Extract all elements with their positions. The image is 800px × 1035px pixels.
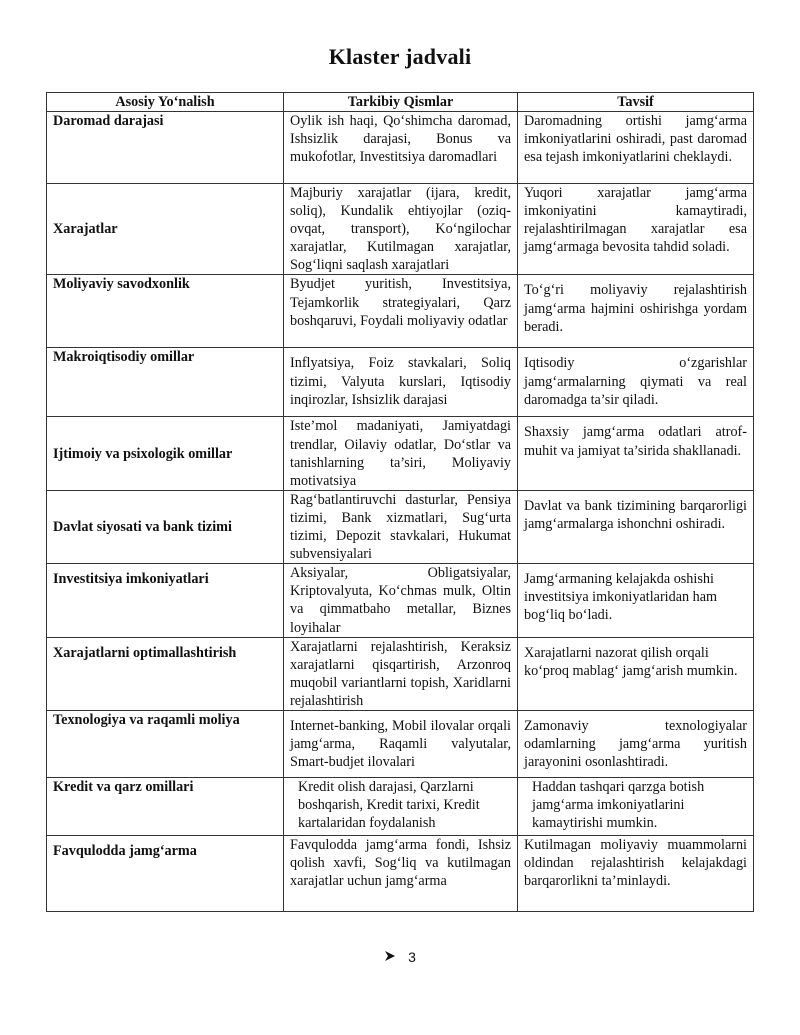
row-description-text: Yuqori xarajatlar jamg‘arma imkoniyatini kamaytiradi, rejalashtirilmagan xarajatlar esa jamg‘armaga bevosita tahdid soladi. [524, 185, 747, 256]
row-description [518, 348, 754, 417]
row-name: Xarajatlar [47, 184, 284, 275]
page-footer [0, 949, 800, 965]
header-description: Tavsif [518, 93, 754, 112]
row-description-text: Daromadning ortishi jamg‘arma imkoniyatlarini oshiradi, past daromad esa tejash imkoniyatlarini cheklaydi. [524, 113, 747, 166]
row-description-text: Iqtisodiy o‘zgarishlar jamg‘armalarning qiymati va real daromadga ta’sir qiladi. [524, 355, 747, 408]
row-description [518, 710, 754, 777]
row-description-text: Jamg‘armaning kelajakda oshishi investitsiya imkoniyatlaridan ham bog‘liq bo‘ladi. [524, 571, 718, 624]
row-name [47, 835, 284, 911]
row-components [284, 417, 518, 490]
table-row [47, 275, 754, 348]
row-description-text: Xarajatlarni nazorat qilish orqali ko‘proq mablag‘ jamg‘arish mumkin. [524, 644, 738, 679]
header-main-direction: Asosiy Yo‘nalish [47, 93, 284, 112]
row-components [284, 637, 518, 710]
row-name [47, 564, 284, 637]
row-description [518, 777, 754, 835]
page-title: Klaster jadvali [328, 44, 472, 69]
row-components [284, 490, 518, 563]
table-row [47, 184, 754, 275]
table-row [47, 637, 754, 710]
row-components [284, 112, 518, 184]
row-name: Kredit va qarz omillari [47, 777, 284, 835]
row-description-text: Zamonaviy texnologiyalar odamlarning jamg‘arma yuritish jarayonini osonlashtiradi. [524, 717, 747, 771]
table-row [47, 777, 754, 835]
row-components [284, 275, 518, 348]
row-name: Makroiqtisodiy omillar [47, 348, 284, 417]
cluster-table [46, 92, 754, 912]
row-name: Ijtimoiy va psixologik omillar [47, 417, 284, 490]
row-components [284, 835, 518, 911]
row-name-text: Favqulodda jamg‘arma [53, 842, 197, 859]
row-description-text: To‘g‘ri moliyaviy rejalashtirish jamg‘arma hajmini oshirishga yordam beradi. [524, 282, 747, 335]
row-components-text: Inflyatsiya, Foiz stavkalari, Soliq tizimi, Valyuta kurslari, Iqtisodiy inqirozlar, Ishsizlik darajasi [290, 355, 511, 408]
row-components [284, 348, 518, 417]
row-components-text: Rag‘batlantiruvchi dasturlar, Pensiya tizimi, Bank xizmatlari, Sug‘urta tizimi, Depozit stavkalari, Hukumat subvensiyalari [290, 491, 511, 563]
row-description [518, 275, 754, 348]
table-row [47, 564, 754, 637]
row-components [284, 710, 518, 777]
row-description-text: Kutilmagan moliyaviy muammolarni oldindan rejalashtirish kelajakdagi barqarorlikni ta’minlaydi. [524, 836, 747, 890]
row-components-text: Byudjet yuritish, Investitsiya, Tejamkorlik strategiyalari, Qarz boshqaruvi, Foydali moliyaviy odatlar [290, 276, 511, 329]
table-row [47, 490, 754, 563]
row-description-text: Shaxsiy jamg‘arma odatlari atrof-muhit va jamiyat ta’sirida shakllanadi. [524, 424, 747, 459]
row-components-text: Majburiy xarajatlar (ijara, kredit, soliq), Kundalik ehtiyojlar (oziq-ovqat, transport), Ko‘ngilochar xarajatlar, Kutilmagan xarajatlar, Sog‘liqni saqlash xarajatlari [290, 185, 511, 274]
table-row [47, 835, 754, 911]
row-description [518, 835, 754, 911]
row-description [518, 637, 754, 710]
row-components-text: Internet-banking, Mobil ilovalar orqali jamg‘arma, Raqamli valyutalar, Smart-budjet ilovalari [290, 717, 511, 771]
table-row [47, 348, 754, 417]
table-header-row [47, 93, 754, 112]
row-components-text: Favqulodda jamg‘arma fondi, Ishsiz qolish xavfi, Sog‘liq va kutilmagan xarajatlar uchun jamg‘arma [290, 836, 511, 890]
row-name-text: Xarajatlarni optimallashtirish [53, 644, 237, 661]
row-description [518, 490, 754, 563]
row-description [518, 417, 754, 490]
row-description-text: Haddan tashqari qarzga botish jamg‘arma imkoniyatlarini kamaytirishi mumkin. [532, 778, 705, 832]
page-number: 3 [408, 949, 416, 965]
table-row [47, 710, 754, 777]
row-name-text: Investitsiya imkoniyatlari [53, 571, 209, 588]
row-description-text: Davlat va bank tizimining barqarorligi jamg‘armalarga ishonchni oshiradi. [524, 497, 747, 532]
arrow-right-bullet-icon [384, 950, 396, 965]
row-components-text: Xarajatlarni rejalashtirish, Keraksiz xarajatlarni qisqartirish, Arzonroq muqobil variantlarni topish, Xaridlarni rejalashtirish [290, 638, 511, 709]
row-name: Texnologiya va raqamli moliya [47, 710, 284, 777]
header-components: Tarkibiy Qismlar [284, 93, 518, 112]
row-name: Moliyaviy savodxonlik [47, 275, 284, 348]
row-components-text: Oylik ish haqi, Qo‘shimcha daromad, Ishsizlik darajasi, Bonus va mukofotlar, Investitsiya daromadlari [290, 113, 511, 166]
row-components-text: Iste’mol madaniyati, Jamiyatdagi trendlar, Oilaviy odatlar, Do‘stlar va tanishlarning ta’siri, Moliyaviy motivatsiya [290, 418, 511, 489]
row-components [284, 564, 518, 637]
row-description [518, 112, 754, 184]
row-components-text: Kredit olish darajasi, Qarzlarni boshqarish, Kredit tarixi, Kredit kartalaridan foydalanish [298, 778, 480, 832]
row-components [284, 777, 518, 835]
row-description [518, 184, 754, 275]
row-components [284, 184, 518, 275]
table-row [47, 417, 754, 490]
row-name: Davlat siyosati va bank tizimi [47, 490, 284, 563]
table-row [47, 112, 754, 184]
row-components-text: Aksiyalar, Obligatsiyalar, Kriptovalyuta, Ko‘chmas mulk, Oltin va qimmatbaho metallar, Biznes loyihalar [290, 565, 511, 636]
row-name: Daromad darajasi [47, 112, 284, 184]
row-name [47, 637, 284, 710]
row-description [518, 564, 754, 637]
